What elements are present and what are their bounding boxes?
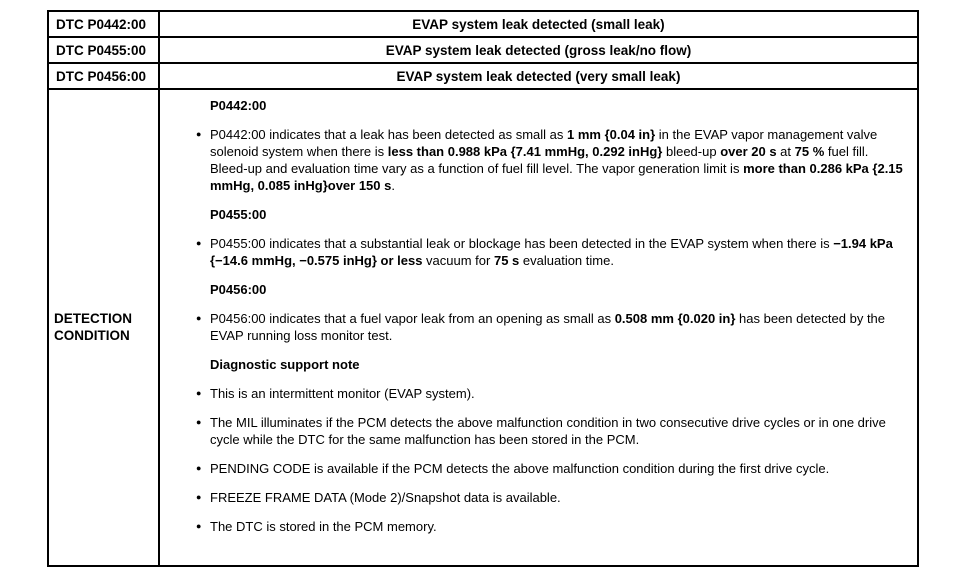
table-row [48, 63, 918, 89]
table-row [48, 37, 918, 63]
dtc-table [47, 10, 919, 567]
bullet-marker-icon: ● [196, 521, 202, 531]
bullet-item [196, 414, 907, 448]
bullet-text: This is an intermittent monitor (EVAP system). [210, 386, 475, 401]
section-heading: P0456:00 [210, 282, 267, 297]
dtc-description: EVAP system leak detected (very small leak) [159, 63, 918, 89]
bullet-text: P0442:00 indicates that a leak has been detected as small as 1 mm {0.04 in} in the EVAP vapor management valve solenoid system when there is less than 0.988 kPa {7.41 mmHg, 0.292 inHg} bleed-up over 20 s at 75 % fuel fill. Bleed-up and evaluation time vary as a function of fuel fill level. The vapor generation limit is more than 0.286 kPa {2.15 mmHg, 0.085 inHg}over 150 s. [210, 127, 903, 193]
dtc-code: DTC P0442:00 [48, 11, 159, 37]
bullet-marker-icon: ● [196, 417, 202, 427]
dtc-code: DTC P0455:00 [48, 37, 159, 63]
table-row [48, 11, 918, 37]
section-heading: P0455:00 [210, 207, 267, 222]
bullet-marker-icon: ● [196, 238, 202, 248]
table-row [48, 89, 918, 566]
bullet-marker-icon: ● [196, 129, 202, 139]
bullet-item [196, 460, 907, 477]
bullet-text: PENDING CODE is available if the PCM detects the above malfunction condition during the first drive cycle. [210, 461, 830, 476]
bullet-marker-icon: ● [196, 313, 202, 323]
detection-condition-content [159, 89, 918, 566]
dtc-code: DTC P0456:00 [48, 63, 159, 89]
bullet-marker-icon: ● [196, 463, 202, 473]
bullet-text: The MIL illuminates if the PCM detects the above malfunction condition in two consecutive drive cycles or in one drive cycle while the DTC for the same malfunction has been stored in the PCM. [210, 415, 886, 447]
bullet-item [196, 385, 907, 402]
bullet-item [196, 489, 907, 506]
bullet-text: P0455:00 indicates that a substantial leak or blockage has been detected in the EVAP system when there is −1.94 kPa {−14.6 mmHg, −0.575 inHg} or less vacuum for 75 s evaluation time. [210, 236, 893, 268]
bullet-item [196, 235, 907, 269]
bullet-item [196, 310, 907, 344]
bullet-item [196, 126, 907, 194]
bullet-marker-icon: ● [196, 388, 202, 398]
bullet-marker-icon: ● [196, 492, 202, 502]
bullet-text: The DTC is stored in the PCM memory. [210, 519, 437, 534]
bullet-text: P0456:00 indicates that a fuel vapor leak from an opening as small as 0.508 mm {0.020 in} has been detected by the EVAP running loss monitor test. [210, 311, 886, 343]
section-heading: Diagnostic support note [210, 357, 360, 372]
dtc-description: EVAP system leak detected (small leak) [159, 11, 918, 37]
bullet-text: FREEZE FRAME DATA (Mode 2)/Snapshot data is available. [210, 490, 561, 505]
detection-condition-label: DETECTION CONDITION [48, 89, 159, 566]
section-heading: P0442:00 [210, 98, 267, 113]
dtc-description: EVAP system leak detected (gross leak/no flow) [159, 37, 918, 63]
bullet-item [196, 518, 907, 535]
